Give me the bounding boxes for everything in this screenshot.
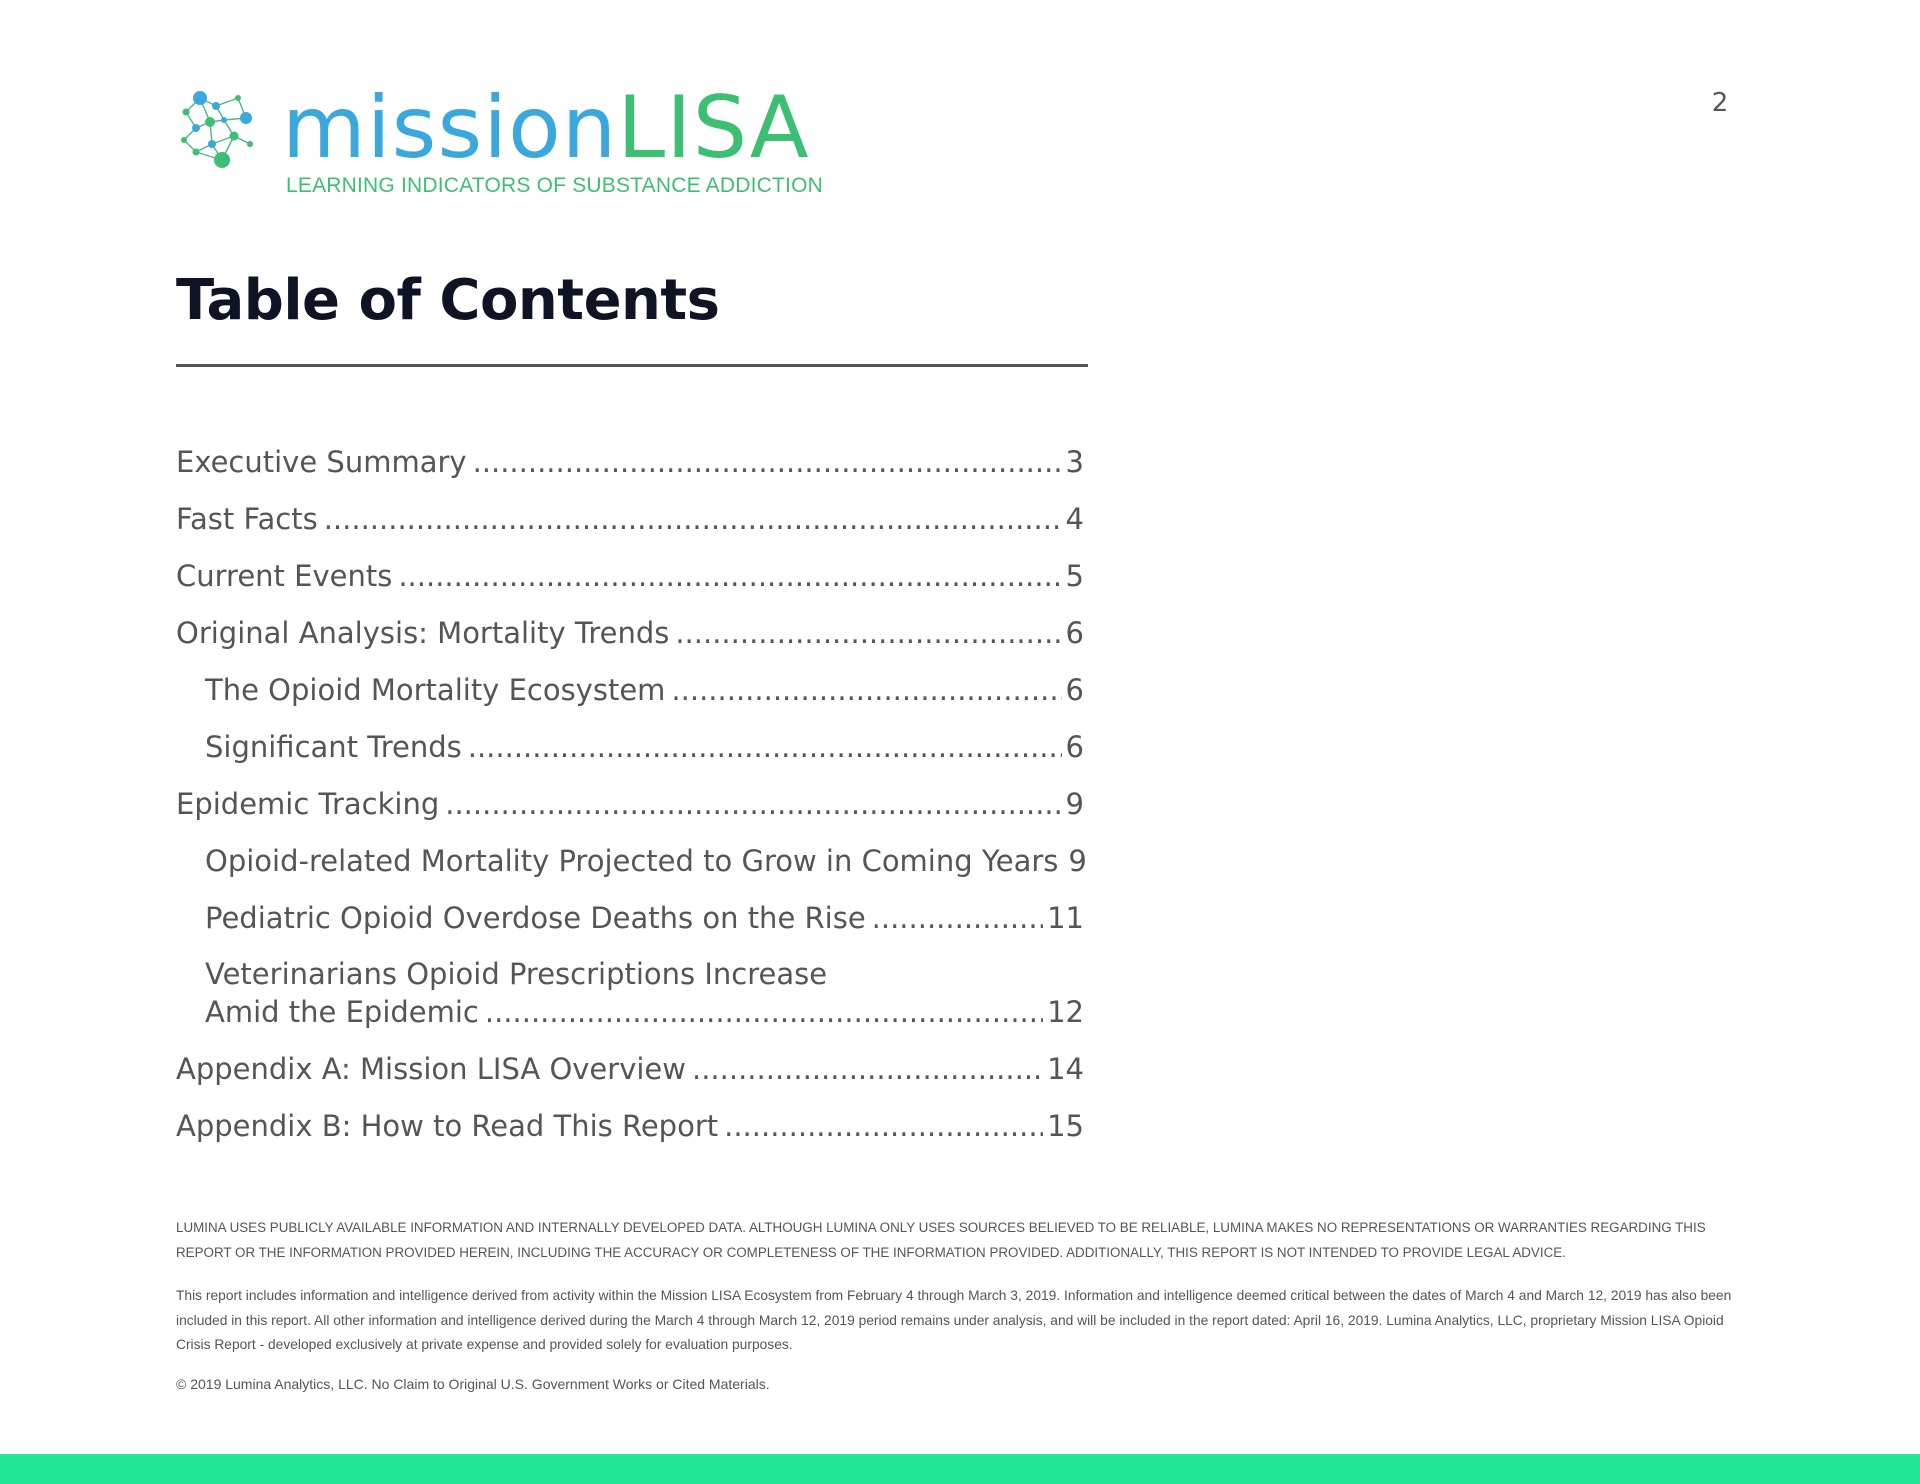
toc-entry-label: Significant Trends xyxy=(205,730,462,764)
toc-page-number: 3 xyxy=(1065,445,1084,479)
toc-entry-pediatric-overdose[interactable] xyxy=(176,880,1084,937)
toc-entry-current-events[interactable] xyxy=(176,538,1084,595)
toc-dot-leader xyxy=(675,614,1061,652)
toc-entry-label: Fast Facts xyxy=(176,502,318,536)
toc-entry-appendix-a[interactable] xyxy=(176,1031,1084,1088)
toc-page-number: 9 xyxy=(1068,844,1087,878)
copyright-notice: © 2019 Lumina Analytics, LLC. No Claim to Original U.S. Government Works or Cited Materials. xyxy=(176,1376,770,1392)
toc-entry-original-analysis[interactable] xyxy=(176,595,1084,652)
toc-page-number: 6 xyxy=(1065,673,1084,707)
toc-entry-veterinarians-prescriptions[interactable] xyxy=(176,937,1084,1031)
toc-entry-mortality-projected[interactable] xyxy=(176,823,1087,880)
network-molecule-icon xyxy=(172,86,262,170)
toc-entry-fast-facts[interactable] xyxy=(176,481,1084,538)
toc-dot-leader xyxy=(324,500,1062,538)
toc-entry-label-line-1: Veterinarians Opioid Prescriptions Increase xyxy=(205,957,828,991)
toc-page-number: 4 xyxy=(1065,502,1084,536)
report-scope-note: This report includes information and intelligence derived from activity within the Mission LISA Ecosystem from February 4 through March 3, 2019. Information and intelligence deemed critical between the dates of March 4 and March 12, 2019 has also been included in this report. All other information and intelligence derived during the March 4 through March 12, 2019 period remains under analysis, and will be included in the report dated: April 16, 2019. Lumina Analytics, LLC, proprietary Mission LISA Opioid Crisis Report - developed exclusively at private expense and provided solely for evaluation purposes. xyxy=(176,1288,1732,1352)
toc-page-number: 14 xyxy=(1047,1052,1084,1086)
toc-entry-appendix-b[interactable] xyxy=(176,1088,1084,1145)
toc-page-number: 9 xyxy=(1065,787,1084,821)
table-of-contents xyxy=(176,424,1087,1145)
logo-wordmark xyxy=(282,78,810,178)
toc-page-number: 15 xyxy=(1047,1109,1084,1143)
toc-page-number: 6 xyxy=(1065,730,1084,764)
toc-entry-executive-summary[interactable] xyxy=(176,424,1084,481)
logo-tagline: LEARNING INDICATORS OF SUBSTANCE ADDICTION xyxy=(286,174,823,197)
toc-dot-leader xyxy=(473,443,1062,481)
toc-dot-leader xyxy=(692,1050,1043,1088)
toc-entry-label: The Opioid Mortality Ecosystem xyxy=(205,673,666,707)
toc-entry-label: Current Events xyxy=(176,559,393,593)
legal-disclaimer: LUMINA USES PUBLICLY AVAILABLE INFORMATION AND INTERNALLY DEVELOPED DATA. ALTHOUGH LUMINA ONLY USES SOURCES BELIEVED TO BE RELIABLE, LUMINA MAKES NO REPRESENTATIONS OR WARRANTIES REGARDING THIS REPORT OR THE INFORMATION PROVIDED HEREIN, INCLUDING THE ACCURACY OR COMPLETENESS OF THE INFORMATION PROVIDED. ADDITIONALLY, THIS REPORT IS NOT INTENDED TO PROVIDE LEGAL ADVICE. xyxy=(176,1220,1706,1260)
page-title: Table of Contents xyxy=(176,268,720,333)
toc-entry-label: Original Analysis: Mortality Trends xyxy=(176,616,670,650)
toc-page-number: 6 xyxy=(1065,616,1084,650)
logo-wordmark-lisa: LISA xyxy=(617,78,810,178)
toc-entry-label-line-2: Amid the Epidemic xyxy=(205,995,479,1029)
footer-accent-bar xyxy=(0,1454,1920,1484)
toc-entry-label: Opioid-related Mortality Projected to Grow in Coming Years xyxy=(205,844,1059,878)
toc-entry-label: Executive Summary xyxy=(176,445,467,479)
toc-dot-leader xyxy=(872,899,1043,937)
toc-dot-leader xyxy=(724,1107,1043,1145)
toc-page-number: 5 xyxy=(1065,559,1084,593)
mission-lisa-logo xyxy=(172,78,872,206)
toc-page-number: 11 xyxy=(1047,901,1084,935)
page-number: 2 xyxy=(1711,88,1729,118)
toc-dot-leader xyxy=(398,557,1061,595)
toc-entry-label-line-2-row xyxy=(205,993,1084,1031)
toc-entry-significant-trends[interactable] xyxy=(176,709,1084,766)
title-divider xyxy=(176,364,1088,367)
toc-entry-label: Appendix B: How to Read This Report xyxy=(176,1109,719,1143)
toc-entry-label: Pediatric Opioid Overdose Deaths on the Rise xyxy=(205,901,866,935)
toc-dot-leader xyxy=(485,993,1043,1031)
toc-dot-leader xyxy=(468,728,1062,766)
logo-wordmark-mission: mission xyxy=(282,78,618,178)
toc-entry-opioid-mortality-ecosystem[interactable] xyxy=(176,652,1084,709)
toc-dot-leader xyxy=(671,671,1061,709)
toc-entry-epidemic-tracking[interactable] xyxy=(176,766,1084,823)
toc-entry-label: Epidemic Tracking xyxy=(176,787,440,821)
toc-dot-leader xyxy=(445,785,1061,823)
toc-page-number: 12 xyxy=(1047,995,1084,1029)
toc-entry-label: Appendix A: Mission LISA Overview xyxy=(176,1052,686,1086)
